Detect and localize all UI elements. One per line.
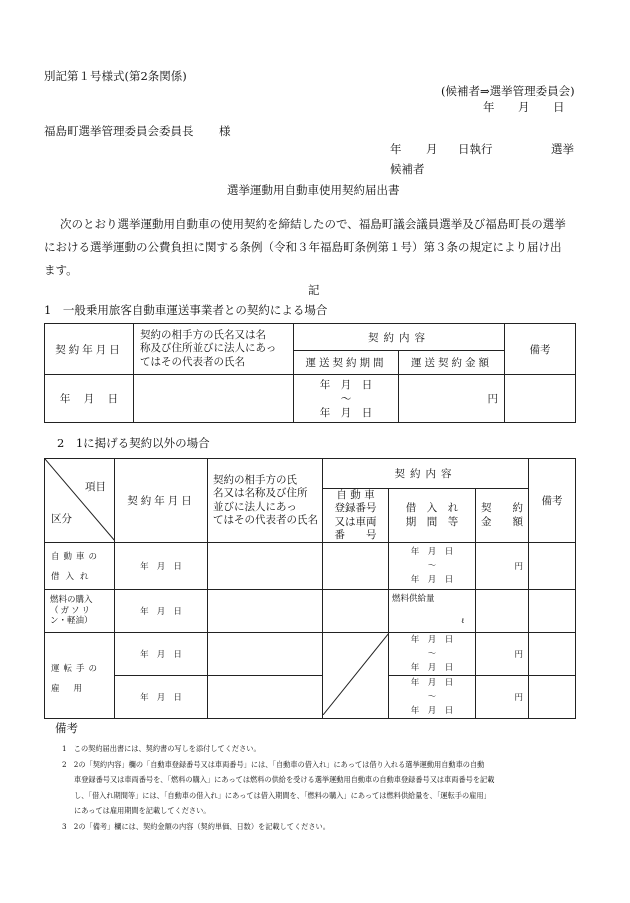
s2-driver2-period-cell[interactable]: 年 月 日 ～ 年 月 日 bbox=[389, 676, 476, 719]
s2-category-label: 区分 bbox=[51, 513, 72, 525]
route-note: (候補者⇒選挙管理委員会) bbox=[441, 84, 575, 98]
section2-heading: 2 1に掲げる契約以外の場合 bbox=[57, 436, 210, 450]
s2-reg-header: 自 動 車 登録番号 又は車両 番 号 bbox=[323, 489, 389, 543]
table-row bbox=[45, 633, 576, 676]
notes-list bbox=[62, 741, 494, 834]
s2-driver2-remarks-cell[interactable] bbox=[529, 676, 576, 719]
body-text-line-1: 次のとおり選挙運動用自動車の使用契約を締結したので、福島町議会議員選挙及び福島町長の選挙 bbox=[60, 217, 566, 231]
s1-amount-header: 運送契約金額 bbox=[399, 351, 505, 375]
s2-driver2-date-cell[interactable]: 年 月 日 bbox=[115, 676, 208, 719]
s2-amount-header: 契 約 金 額 bbox=[476, 489, 529, 543]
note-item-3: 3 2の「備考」欄には、契約金額の内容（契約単価、日数）を記載してください。 bbox=[62, 821, 330, 831]
section1-heading: 1 一般乗用旅客自動車運送事業者との契約による場合 bbox=[44, 303, 328, 317]
s2-rental-reg-cell[interactable] bbox=[323, 543, 389, 590]
body-text-line-3: ます。 bbox=[44, 263, 78, 277]
note-item-1: 1 この契約届出書には、契約書の写しを添付してください。 bbox=[62, 744, 261, 753]
s1-party-header: 契約の相手方の氏名又は名 称及び住所並びに法人にあっ てはその代表者の氏名 bbox=[134, 324, 294, 375]
s2-row-driver-label: 運転手の 雇用 bbox=[45, 633, 115, 719]
s2-contract-header: 契約内容 bbox=[323, 459, 529, 489]
s2-period-header: 借 入 れ 期 間 等 bbox=[389, 489, 476, 543]
note-item-2-cont-2: し、「借入れ期間等」には、「自動車の借入れ」にあっては借入期間を、「燃料の購入」にあっては燃料供給量を、「運転手の雇用」 bbox=[74, 790, 491, 800]
s1-period-cell[interactable]: 年 月 日 ～ 年 月 日 bbox=[294, 375, 399, 423]
s2-fuel-date-cell[interactable]: 年 月 日 bbox=[115, 590, 208, 633]
s2-date-header: 契約年月日 bbox=[115, 459, 208, 543]
s2-driver1-remarks-cell[interactable] bbox=[529, 633, 576, 676]
table-row bbox=[45, 543, 576, 590]
s2-party-header: 契約の相手方の氏 名又は名称及び住所 並びに法人にあっ てはその代表者の氏名 bbox=[208, 459, 323, 543]
s2-driver1-date-cell[interactable]: 年 月 日 bbox=[115, 633, 208, 676]
fuel-unit: ℓ bbox=[461, 616, 465, 625]
election-day-held: 日執行 bbox=[458, 142, 493, 156]
s2-item-label: 項目 bbox=[85, 481, 106, 493]
s2-fuel-remarks-cell[interactable] bbox=[529, 590, 576, 633]
s2-driver1-period-cell[interactable]: 年 月 日 ～ 年 月 日 bbox=[389, 633, 476, 676]
submission-date-month: 月 bbox=[518, 100, 530, 114]
section1-table bbox=[44, 323, 576, 423]
note-item-2: 2 2の「契約内容」欄の「自動車登録番号又は車両番号」には、「自動車の借入れ」にあっては借り入れる選挙運動用自動車の自動 bbox=[62, 759, 485, 769]
s1-remarks-header: 備考 bbox=[505, 324, 576, 375]
candidate-label: 候補者 bbox=[390, 162, 425, 176]
s2-rental-amount-cell[interactable]: 円 bbox=[476, 543, 529, 590]
s2-driver2-amount-cell[interactable]: 円 bbox=[476, 676, 529, 719]
s1-amount-cell[interactable]: 円 bbox=[399, 375, 505, 423]
election-year: 年 bbox=[390, 142, 402, 156]
election-month: 月 bbox=[426, 142, 438, 156]
s2-rental-period-cell[interactable]: 年 月 日 ～ 年 月 日 bbox=[389, 543, 476, 590]
notes-heading: 備考 bbox=[55, 721, 78, 735]
s1-period-header: 運送契約期間 bbox=[294, 351, 399, 375]
document-title: 選挙運動用自動車使用契約届出書 bbox=[227, 183, 400, 197]
addressee-honorific: 様 bbox=[219, 124, 231, 138]
diagonal-line-icon bbox=[45, 459, 115, 541]
submission-date-year: 年 bbox=[483, 100, 495, 114]
s1-remarks-cell[interactable] bbox=[505, 375, 576, 423]
s2-fuel-party-cell[interactable] bbox=[208, 590, 323, 633]
s2-driver1-party-cell[interactable] bbox=[208, 633, 323, 676]
s1-date-cell[interactable]: 年 月 日 bbox=[45, 375, 134, 423]
s2-item-category-header bbox=[45, 459, 115, 543]
table-row bbox=[45, 676, 576, 719]
s1-contract-header: 契約内容 bbox=[294, 324, 505, 351]
fuel-supply-label: 燃料供給量 bbox=[392, 594, 435, 604]
diagonal-line-icon bbox=[323, 633, 389, 715]
s2-rental-remarks-cell[interactable] bbox=[529, 543, 576, 590]
s2-driver-reg-cell bbox=[323, 633, 389, 719]
s2-row-rental-label: 自動車の 借入れ bbox=[45, 543, 115, 590]
s2-fuel-amount-cell[interactable] bbox=[476, 590, 529, 633]
s2-rental-party-cell[interactable] bbox=[208, 543, 323, 590]
s2-fuel-reg-cell[interactable] bbox=[323, 590, 389, 633]
table-row bbox=[45, 590, 576, 633]
submission-date-day: 日 bbox=[553, 100, 565, 114]
s1-date-header: 契約年月日 bbox=[45, 324, 134, 375]
section2-table bbox=[44, 458, 576, 719]
s2-rental-date-cell[interactable]: 年 月 日 bbox=[115, 543, 208, 590]
election-label: 選挙 bbox=[551, 142, 574, 156]
note-item-2-cont-3: にあっては雇用期間を記載してください。 bbox=[74, 806, 211, 815]
s1-party-cell[interactable] bbox=[134, 375, 294, 423]
form-id: 別記第１号様式(第2条関係) bbox=[44, 69, 187, 83]
addressee: 福島町選挙管理委員会委員長 bbox=[44, 124, 194, 138]
body-text-line-2: における選挙運動の公費負担に関する条例（令和３年福島町条例第１号）第３条の規定により届け出 bbox=[44, 240, 562, 254]
s2-fuel-supply-cell[interactable] bbox=[389, 590, 476, 633]
note-item-2-cont-1: 車登録番号又は車両番号を、「燃料の購入」にあっては燃料の供給を受ける選挙運動用自動車の自動車登録番号又は車両番号を記載 bbox=[74, 775, 495, 784]
s2-row-fuel-label: 燃料の購入 （ガソリ ン・軽油） bbox=[45, 590, 115, 633]
s2-remarks-header: 備考 bbox=[529, 459, 576, 543]
ki-mark: 記 bbox=[308, 283, 320, 297]
s2-driver1-amount-cell[interactable]: 円 bbox=[476, 633, 529, 676]
s2-driver2-party-cell[interactable] bbox=[208, 676, 323, 719]
